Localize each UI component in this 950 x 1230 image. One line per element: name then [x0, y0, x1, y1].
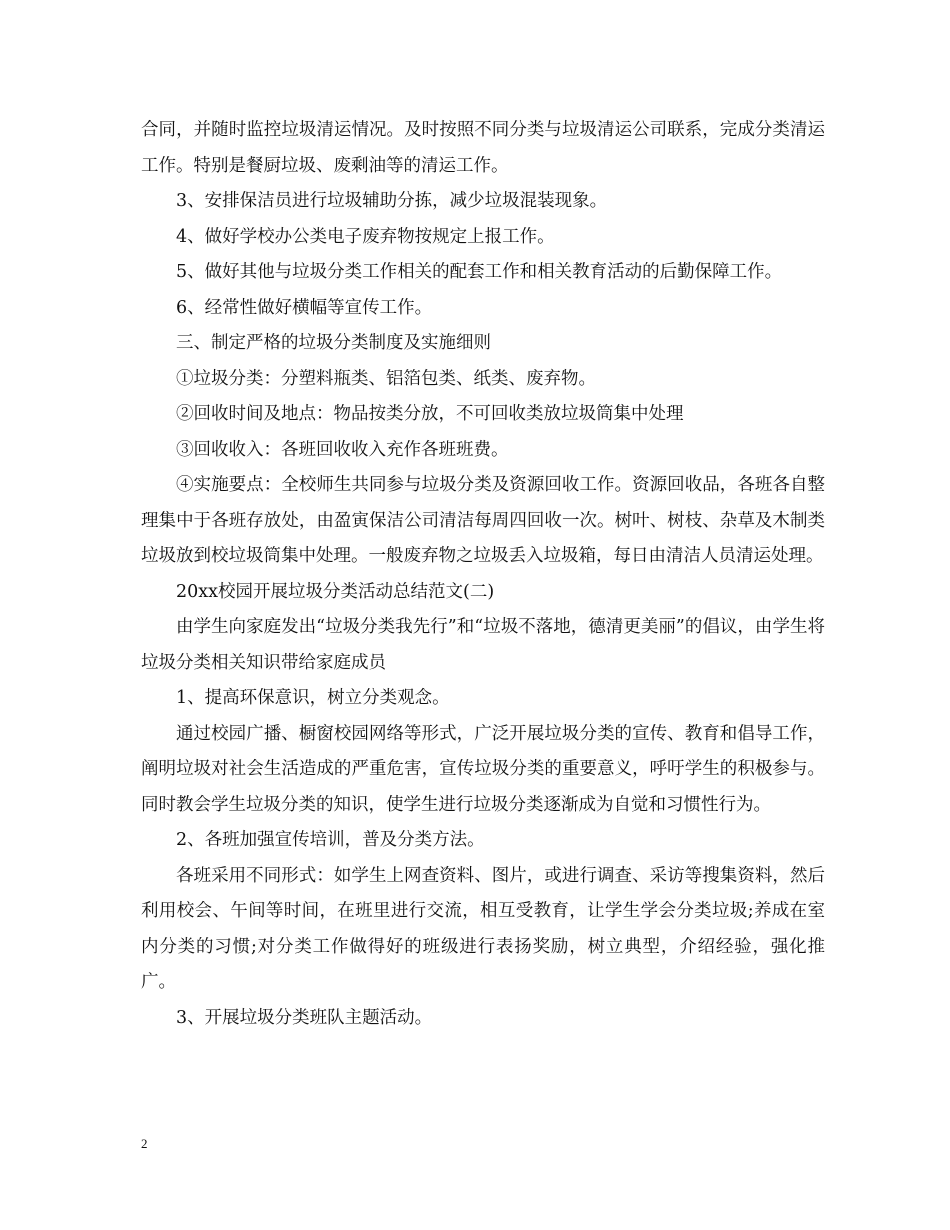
paragraph: ②回收时间及地点：物品按类分放，不可回收类放垃圾筒集中处理 [176, 404, 684, 424]
paragraph: 5、做好其他与垃圾分类工作相关的配套工作和相关教育活动的后勤保障工作。 [176, 262, 783, 282]
paragraph: ④实施要点：全校师生共同参与垃圾分类及资源回收工作。资源回收品，各班各自整理集中于各班存放处，由盈寅保洁公司清洁每周四回收一次。树叶、树枝、杂草及木制类垃圾放到校垃圾筒集中处理。一般废弃物之垃圾丢入垃圾箱，每日由清洁人员清运处理。 [141, 475, 825, 566]
document-body [141, 113, 825, 1036]
paragraph: 通过校园广播、橱窗校园网络等形式，广泛开展垃圾分类的宣传、教育和倡导工作，阐明垃圾对社会生活造成的严重危害，宣传垃圾分类的重要意义，呼吁学生的积极参与。同时教会学生垃圾分类的知识，使学生进行垃圾分类逐渐成为自觉和习惯性行为。 [141, 723, 825, 815]
paragraph: 2、各班加强宣传培训，普及分类方法。 [176, 830, 485, 850]
paragraph: 由学生向家庭发出“垃圾分类我先行”和“垃圾不落地，德清更美丽”的倡议，由学生将垃圾分类相关知识带给家庭成员 [141, 617, 825, 673]
document-subtitle: 20xx校园开展垃圾分类活动总结范文(二) [176, 581, 495, 602]
paragraph: 3、开展垃圾分类班队主题活动。 [176, 1007, 433, 1028]
paragraph: 合同，并随时监控垃圾清运情况。及时按照不同分类与垃圾清运公司联系，完成分类清运工作。特别是餐厨垃圾、废剩油等的清运工作。 [141, 120, 825, 176]
paragraph: ①垃圾分类：分塑料瓶类、铝箔包类、纸类、废弃物。 [176, 368, 596, 389]
paragraph: 各班采用不同形式：如学生上网查资料、图片，或进行调查、采访等搜集资料，然后利用校会、午间等时间，在班里进行交流，相互受教育，让学生学会分类垃圾;养成在室内分类的习惯;对分类工作做得好的班级进行表扬奖励，树立典型，介绍经验，强化推广。 [141, 865, 825, 992]
paragraph: ③回收收入：各班回收收入充作各班班费。 [176, 439, 509, 460]
paragraph: 4、做好学校办公类电子废弃物按规定上报工作。 [176, 226, 555, 247]
page-number: 2 [141, 1136, 148, 1151]
paragraph: 3、安排保洁员进行垃圾辅助分拣，减少垃圾混装现象。 [176, 191, 608, 211]
paragraph: 1、提高环保意识，树立分类观念。 [176, 688, 450, 708]
paragraph: 6、经常性做好横幅等宣传工作。 [176, 297, 433, 318]
section-heading: 三、制定严格的垃圾分类制度及实施细则 [176, 333, 491, 353]
